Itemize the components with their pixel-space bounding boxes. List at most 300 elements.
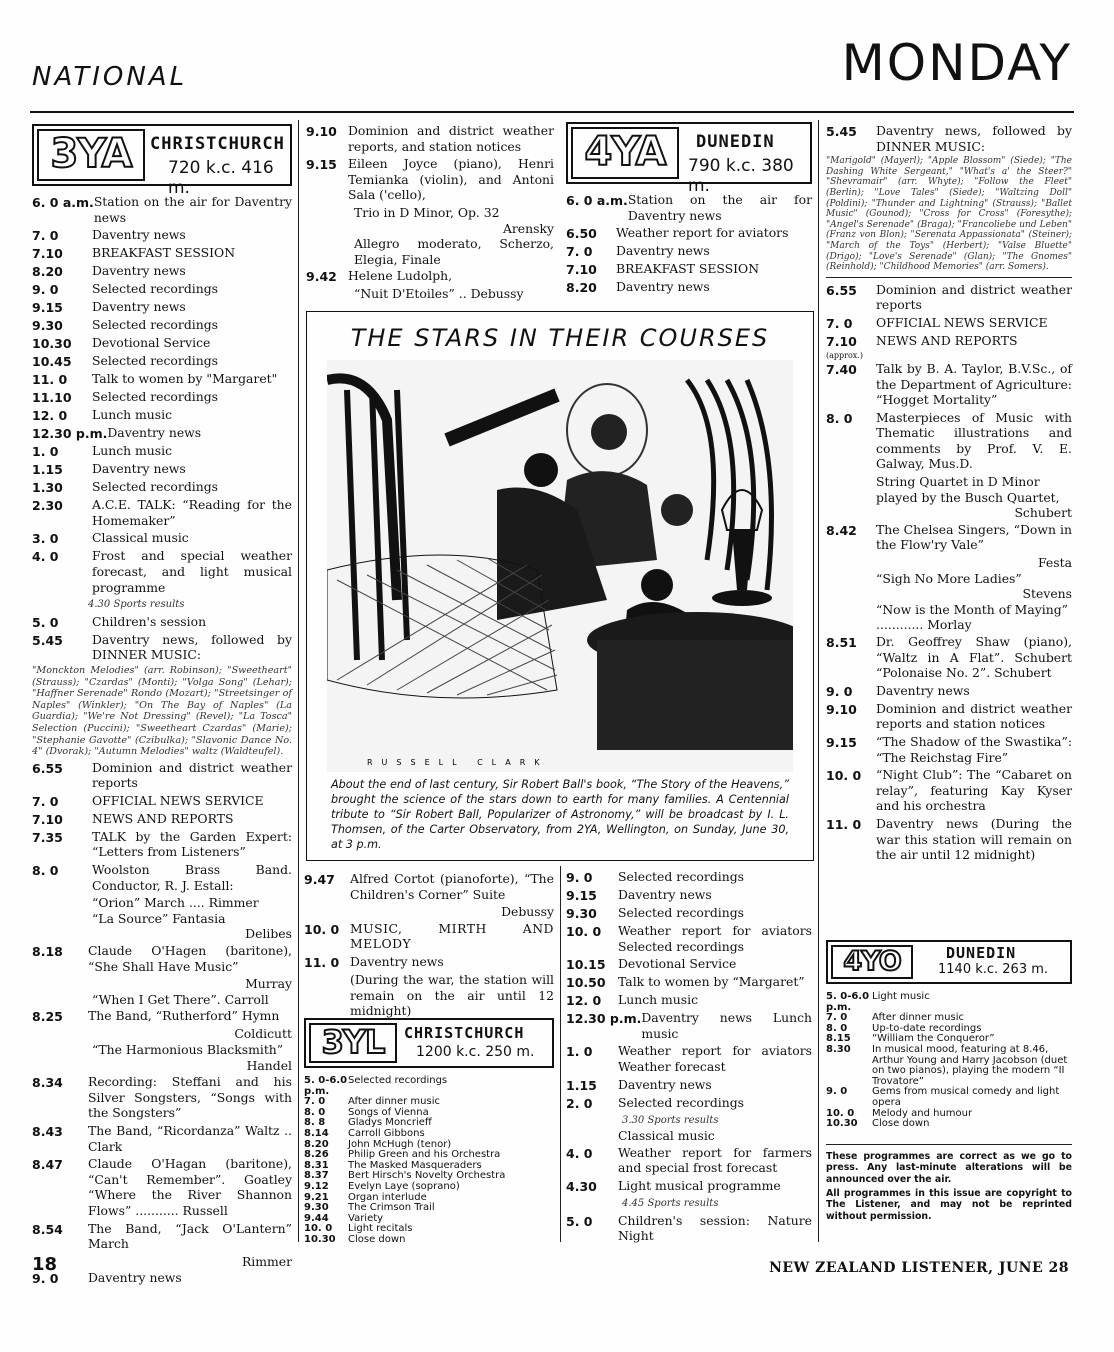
schedule-row [826,1109,1072,1120]
program-title: Talk to women by "Margaret" [92,371,278,387]
program-title: Frost and special weather forecast, and light musical programme [92,548,292,595]
program-title: Alfred Cortot (pianoforte), “The Children's Corner” Suite [350,871,554,902]
program-item [826,701,1072,732]
program-item [32,335,292,351]
program-time: 1. 0 [32,444,59,460]
program-title: Children's session [92,613,207,629]
station-frequency: 1200 k.c. 250 m. [416,1044,535,1060]
sub-note: 3.30 Sports results [622,1114,719,1126]
program-item [566,992,812,1008]
schedule-time: 9.44 [304,1212,329,1224]
composer: Handel [246,1057,292,1073]
program-item [566,974,812,990]
program-title: Helene Ludolph, [348,268,453,284]
composer: Festa [1038,555,1072,571]
program-item [826,522,1072,553]
program-time: 8.20 [32,264,63,280]
schedule-time: 9. 0 [826,1086,848,1098]
program-line: Allegro moderato, Scherzo, Elegia, Finale [354,236,554,267]
program-item [826,410,1072,472]
program-item [566,923,812,954]
program-line: “The Harmonious Blacksmith” [92,1042,284,1057]
schedule-time: 10. 0 [826,1107,855,1119]
program-title: Weather report for aviators [616,225,789,241]
program-time: 12.30 p.m. [32,426,108,442]
program-time: 11. 0 [304,954,340,970]
program-title: Talk by B. A. Taylor, B.V.Sc., of the Department of Agriculture: “Hogget Mortality” [876,360,1072,408]
program-time: 8.47 [32,1157,63,1173]
schedule-time: 9.12 [304,1180,329,1192]
program-item [826,683,1072,699]
program-title: Selected recordings [92,317,218,333]
program-title: Lunch music [92,443,173,459]
program-item [32,1270,292,1286]
dinner-music-list: "Monckton Melodies" (arr. Robinson); "Sweetheart" (Strauss); "Czardas" (Monti); "Volga Song" (Lehar); "Haffner Serenade" Rondo (Mozart); "Streetsinger of Naples" (Winkler); "On The Bay of Naples" (La Guardia); "We're Not Dressing" (Revel); "La Tosca" Selection (Puccini); "Sweetheart Czardas" (Marie); "Stephanie Gavotte" (Czibulka); "Slavonic Dance No. 4" (Dvorak); "Autumn Melodies" waltz (Waldteufel). [32,664,292,758]
program-item [566,1010,812,1041]
composer: Stevens [1022,586,1072,602]
program-item [566,261,812,277]
program-line: “La Source” Fantasia [92,910,226,926]
program-title: Dominion and district weather reports [876,281,1072,313]
program-item [32,425,292,441]
day-heading: MONDAY [841,34,1072,92]
schedule-time: 7. 0 [304,1096,326,1108]
program-time: 5. 0 [566,1213,593,1229]
composer: Murray [245,976,292,992]
program-time: 10. 0 [826,768,862,784]
column-divider [560,866,561,1242]
program-time: 6.55 [826,282,857,298]
approx-note: (approx.) [826,350,863,360]
program-time: 8.34 [32,1075,63,1091]
program-item [566,1077,812,1093]
program-time: 1.15 [32,462,63,478]
program-title: OFFICIAL NEWS SERVICE [876,314,1048,330]
program-item [826,282,1072,313]
dinner-music-list: "Marigold" (Mayerl); "Apple Blossom" (Siede); "The Dashing White Sergeant," "What's a' the Steer?" "Shevramair" (arr. Whyte); "Follow the Fleet" (Berlin); "Love Tales" (Siede); "Waltzing Doll" (Poldini); "Thunder and Lightning" (Strauss); "Ballet Music" (Gounod); "Cross for Cross" (Foresythe); "Angel's Serenade" (Braga); "Francoliebe und Leben" (Franz von Blon); "Serenata Appassionata" (Steiner); "March of the Toys" (Herbert); "Valse Bluette" (Drigo); "Love's Serenade" (Glan); "The Gnomes" (Reinhold); "Childhood Memories" (arr. Somers). [826,156,1072,273]
page-number: 18 [32,1254,58,1275]
feature-caption: About the end of last century, Sir Robert Ball's book, “The Story of the Heavens,” brought the science of the stars down to earth for many families. A Centennial tribute to “Sir Robert Ball, Popularizer of Astronomy,” will be broadcast by I. L. Thomsen, of the Carter Observatory, from 2YA, Wellington, on Sunday, June 30, at 3 p.m. [331,778,789,851]
program-item [826,767,1072,814]
program-time: 10. 0 [566,924,602,939]
program-title: Dominion and district weather reports, and station notices [348,123,554,154]
schedule-title: After dinner music [872,1012,965,1024]
program-title: Daventry news [88,1270,182,1286]
program-list [826,282,1072,349]
program-time: 7. 0 [826,315,853,331]
station-call-sign: 4YA [571,127,679,179]
schedule-row [826,992,1072,1013]
schedule-time: 5. 0-6.0 p.m. [826,991,870,1013]
program-item [32,281,292,297]
program-item [826,734,1072,765]
program-item [32,760,292,791]
program-title: Weather report for aviators Selected recordings [618,923,812,954]
program-title: Daventry news [616,243,710,259]
program-title: Daventry news [876,682,970,698]
artist-signature: RUSSELL CLARK [367,758,549,767]
program-title: Masterpieces of Music with Thematic illustrations and comments by Prof. V. E. Galway, Mus.D. [876,409,1072,472]
program-time: 2. 0 [566,1095,593,1111]
header-rule [30,111,1074,113]
program-title: Daventry news Lunch music [641,1010,812,1041]
program-title: Daventry news [92,227,186,243]
program-item [826,333,1072,349]
column-divider [298,120,299,1242]
program-item [32,194,292,225]
program-item [566,279,812,295]
program-time: 7. 0 [32,228,59,244]
program-item [32,317,292,333]
program-item [32,530,292,546]
program-item [566,956,812,972]
schedule-title: Organ interlude [348,1191,427,1203]
schedule-row [304,1203,554,1214]
program-title: Claude O'Hagen (baritone), “She Shall Have Music” [88,943,292,974]
program-title: A.C.E. TALK: “Reading for the Homemaker” [92,497,292,528]
program-title: Daventry news [92,299,186,315]
program-time: 3. 0 [32,531,59,547]
program-time: 4. 0 [566,1145,593,1161]
program-title: “Night Club”: The “Cabaret on relay”, featuring Kay Kyser and his orchestra [876,767,1072,814]
program-item [566,1213,812,1244]
program-title: Lunch music [92,407,173,423]
program-item [32,461,292,477]
column-4ya [566,122,812,297]
schedule-row [826,1119,1072,1130]
program-item [32,793,292,809]
region-label: NATIONAL [32,62,188,92]
program-item [306,123,554,154]
program-item [566,1178,812,1194]
program-title: Daventry news [350,953,444,969]
station-box-4ya [566,122,812,196]
program-schedule [826,992,1072,1130]
program-time: 10.30 [32,336,72,352]
program-item [32,632,292,663]
program-line: “Nuit D'Etoiles” .. Debussy [354,286,524,302]
program-time: 9.15 [566,888,597,903]
station-frequency: 1140 k.c. 263 m. [938,962,1049,977]
program-line: Trio in D Minor, Op. 32 [354,204,500,220]
program-item [32,614,292,630]
program-time: 8.42 [826,522,857,538]
program-time: 4.30 [566,1178,597,1194]
program-line: “When I Get There”. Carroll [92,991,269,1007]
program-time: 7.10 [826,333,857,349]
program-item [566,192,812,223]
program-time: 10.50 [566,975,606,991]
schedule-title: Bert Hirsch's Novelty Orchestra [348,1170,506,1182]
program-item [32,548,292,595]
schedule-title: Variety [348,1212,384,1224]
schedule-title: Gems from musical comedy and light opera [872,1086,1060,1108]
program-title: Weather report for farmers and special frost forecast [618,1144,812,1176]
schedule-time: 8.20 [304,1138,329,1150]
program-item [32,263,292,279]
schedule-time: 8. 0 [304,1106,326,1118]
schedule-time: 5. 0-6.0 p.m. [304,1075,348,1097]
program-list [566,1145,812,1194]
schedule-title: Gladys Moncrieff [348,1117,432,1129]
schedule-time: 8.30 [826,1043,851,1055]
program-title: Eileen Joyce (piano), Henri Temianka (violin), and Antoni Sala ('cello), [348,156,554,203]
program-item [826,315,1072,331]
program-time: 2.30 [32,498,63,514]
program-time: 9. 0 [566,870,593,885]
station-call-sign: 3YA [37,129,145,181]
composer: Delibes [245,926,292,942]
copyright-note: All programmes in this issue are copyright to The Listener, and may not be reprinted without permission. [826,1187,1072,1222]
program-time: 7.10 [32,811,63,827]
program-title: Daventry news [107,425,202,441]
program-time: 9. 0 [32,1271,59,1287]
program-list [32,194,292,595]
program-item [306,156,554,203]
station-city: CHRISTCHURCH [150,134,285,154]
schedule-title: “William the Conqueror” [872,1033,995,1045]
program-item [32,943,292,974]
program-title: Selected recordings [92,479,218,495]
program-item [32,497,292,528]
schedule-title: Light recitals [348,1223,413,1235]
schedule-time: 9.21 [304,1191,329,1203]
schedule-row [304,1118,554,1129]
program-list [826,683,1072,863]
program-title: Daventry news, followed by DINNER MUSIC: [92,631,292,663]
program-title: TALK by the Garden Expert: “Letters from Listeners” [92,828,292,860]
schedule-time: 8.14 [304,1127,329,1139]
sub-note: 4.30 Sports results [88,599,185,611]
program-time: 8.20 [566,280,597,296]
program-line: Classical music [618,1128,715,1144]
program-time: 10.45 [32,354,72,370]
program-title: BREAKFAST SESSION [616,261,760,277]
program-time: 12.30 p.m. [566,1011,642,1027]
station-frequency: 790 k.c. 380 m. [688,156,794,196]
program-title: Selected recordings [92,281,218,297]
program-time: 9.10 [306,124,337,139]
program-time: 7.10 [32,246,63,262]
program-time: 6.55 [32,760,63,776]
program-title: Daventry news (During the war this station will remain on the air until 12 midnight) [876,815,1072,863]
program-time: 7.40 [826,361,857,377]
program-time: 1.15 [566,1077,597,1093]
program-line: String Quartet in D Minor played by the Busch Quartet, [876,474,1060,505]
schedule-time: 10. 0 [304,1223,333,1235]
program-time: 10. 0 [304,921,340,937]
program-title: MUSIC, MIRTH AND MELODY [350,920,554,952]
station-box-4yo [826,940,1072,984]
station-call-sign: 3YL [309,1023,397,1063]
program-time: 11. 0 [32,372,68,388]
program-title: Daventry news [618,887,712,902]
schedule-title: Close down [348,1233,406,1245]
program-time: 1. 0 [566,1044,593,1060]
program-title: Light musical programme [618,1177,781,1193]
astronomy-illustration [327,360,793,772]
program-title: Station on the air for Daventry news [627,192,812,223]
program-item [32,1074,292,1121]
program-title: Station on the air for Daventry news [93,194,292,225]
program-list [566,192,812,295]
schedule-time: 8.31 [304,1159,329,1171]
column-3ya [32,124,292,1288]
schedule-time: 8.37 [304,1170,329,1182]
program-title: OFFICIAL NEWS SERVICE [92,792,264,808]
program-item [32,479,292,495]
program-item [566,905,812,921]
schedule-time: 10.30 [304,1233,336,1245]
schedule-title: Light music [872,991,930,1002]
program-title: Selected recordings [618,869,744,884]
program-time: 5. 0 [32,614,59,630]
program-title: Daventry news [616,279,710,295]
program-title: Lunch music [618,992,699,1008]
schedule-title: Up-to-date recordings [872,1022,982,1034]
schedule-title: The Crimson Trail [348,1202,435,1214]
publication-footer: NEW ZEALAND LISTENER, JUNE 28 [769,1260,1069,1276]
program-time: 9.42 [306,269,337,285]
program-time: 9.15 [306,157,337,173]
program-item [32,353,292,369]
program-item [304,871,554,902]
program-time: 9.10 [826,701,857,717]
schedule-title: John McHugh (tenor) [348,1138,452,1150]
press-note: These programmes are correct as we go to press. Any last-minute alterations will be announced over the air. [826,1150,1072,1185]
schedule-row [304,1076,554,1097]
composer: Schubert [1014,505,1072,521]
program-title: Devotional Service [92,335,211,351]
program-item [826,123,1072,154]
program-title: Daventry news [92,263,186,279]
schedule-time: 10.30 [826,1118,858,1130]
program-time: 5.45 [826,124,857,139]
program-schedule [304,1076,554,1246]
composer: Coldicutt [234,1026,292,1042]
feature-title: THE STARS IN THEIR COURSES [350,324,770,352]
program-time: 9. 0 [826,683,853,699]
program-item [32,245,292,261]
program-time: 9.15 [32,300,63,316]
program-title: Dr. Geoffrey Shaw (piano), “Waltz in A Flat”. Schubert “Polonaise No. 2”. Schubert [876,634,1072,681]
schedule-time: 9.30 [304,1202,329,1214]
composer: Debussy [501,904,554,920]
section-rule [826,1144,1072,1145]
schedule-row [304,1182,554,1193]
program-time: 9.30 [32,318,63,334]
schedule-title: Evelyn Laye (soprano) [348,1180,460,1192]
program-title: “The Shadow of the Swastika”: “The Reichstag Fire” [876,733,1072,765]
column-3yl [304,1018,554,1246]
program-detail [32,895,292,942]
program-title: Claude O'Hagan (baritone), “Can't Remember”. Goatley “Where the River Shannon Flows” ........... Russell [88,1156,292,1218]
program-time: 6. 0 a.m. [32,195,94,210]
program-item [32,1123,292,1154]
column-4yo [826,940,1072,1222]
program-item [566,1095,812,1111]
program-item [304,921,554,952]
program-title: Selected recordings [618,1094,744,1110]
schedule-title: Carroll Gibbons [348,1127,425,1139]
schedule-title: Selected recordings [348,1075,448,1086]
program-time: 8.43 [32,1123,63,1139]
station-box-3ya [32,124,292,198]
station-city: CHRISTCHURCH [404,1024,525,1042]
program-time: 8.18 [32,944,63,960]
station-frequency: 720 k.c. 416 m. [168,158,274,198]
program-title: Selected recordings [92,389,218,405]
schedule-row [304,1224,554,1235]
program-time: 5.45 [32,632,63,648]
program-list [566,869,812,1111]
program-title: Selected recordings [92,353,218,369]
program-time: 11.10 [32,390,72,406]
station-call-sign: 4YO [831,945,913,979]
program-title: Daventry news [92,461,186,477]
program-line: (During the war, the station will remain on the air until 12 midnight) [350,971,554,1019]
column-divider [818,120,819,1242]
program-time: 11. 0 [826,816,862,832]
sub-note: 4.45 Sports results [622,1197,719,1209]
program-title: Daventry news [618,1076,712,1092]
schedule-time: 7. 0 [826,1012,848,1024]
program-time: 12. 0 [566,993,602,1009]
program-time: 7.35 [32,829,63,845]
program-item [826,361,1072,408]
program-title: Dominion and district weather reports [92,759,292,791]
program-item [32,862,292,893]
program-item [566,887,812,903]
program-title: BREAKFAST SESSION [92,245,236,261]
program-item [32,829,292,860]
program-item [304,954,554,970]
schedule-title: Songs of Vienna [348,1106,429,1118]
composer: Rimmer [241,1253,292,1269]
program-item [566,243,812,259]
program-item [32,1221,292,1252]
program-title: Daventry news, followed by DINNER MUSIC: [876,123,1072,154]
schedule-title: After dinner music [348,1096,441,1108]
program-item [566,869,812,885]
program-list [32,614,292,663]
program-title: Woolston Brass Band. Conductor, R. J. Estall: [92,862,292,893]
schedule-time: 8.26 [304,1149,329,1161]
program-time: 6. 0 a.m. [566,193,628,208]
program-time: 9.30 [566,906,597,921]
schedule-time: 8. 8 [304,1117,326,1129]
program-title: The Band, “Ricordanza” Waltz .. Clark [88,1122,292,1154]
program-item [32,407,292,423]
program-title: Recording: Steffani and his Silver Songsters, “Songs with the Songsters” [88,1074,292,1121]
schedule-title: The Masked Masqueraders [348,1159,482,1171]
program-item [32,371,292,387]
program-item [566,1145,812,1176]
program-line: “Sigh No More Ladies” [876,570,1022,586]
program-time: 7.10 [566,262,597,278]
program-title: NEWS AND REPORTS [92,810,234,826]
program-time: 9.15 [826,734,857,750]
program-item [566,225,812,241]
program-item [32,227,292,243]
program-title: The Band, “Rutherford” Hymn [88,1008,280,1024]
program-item [826,816,1072,863]
program-time: 8.25 [32,1009,63,1025]
program-list [32,760,292,894]
program-item [32,443,292,459]
composer: Arensky [502,220,554,236]
program-item [32,1008,292,1024]
